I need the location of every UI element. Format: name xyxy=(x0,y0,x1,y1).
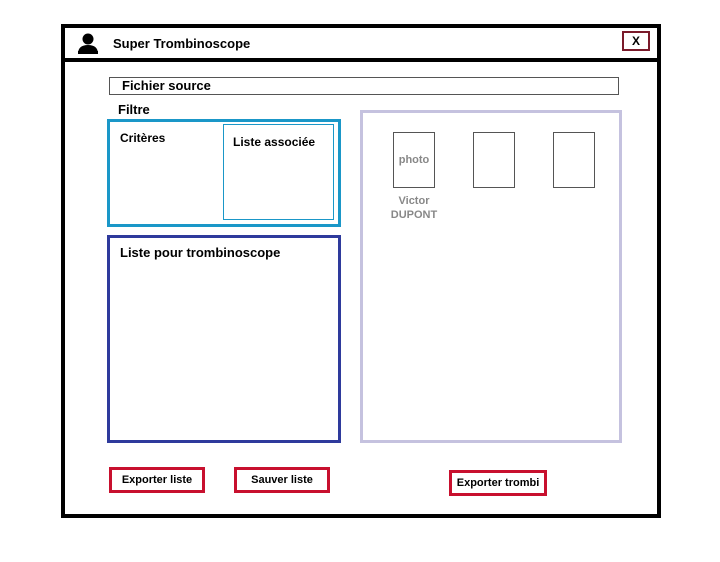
associated-list[interactable] xyxy=(223,124,334,220)
main-window xyxy=(61,24,661,518)
photo-caption xyxy=(379,194,449,222)
title-bar xyxy=(65,28,657,62)
export-trombi-button[interactable]: Exporter trombi xyxy=(449,470,547,496)
trombi-list-label: Liste pour trombinoscope xyxy=(120,245,281,260)
trombi-list-box[interactable] xyxy=(107,235,341,443)
criteria-label: Critères xyxy=(120,131,166,145)
photo-slot[interactable]: photo xyxy=(393,132,435,188)
filter-label: Filtre xyxy=(118,102,150,117)
photo-last-name: DUPONT xyxy=(390,209,438,221)
associated-list-label: Liste associée xyxy=(233,135,316,149)
save-list-button[interactable]: Sauver liste xyxy=(234,467,330,493)
export-list-button[interactable]: Exporter liste xyxy=(109,467,205,493)
user-icon xyxy=(77,32,99,54)
window-title: Super Trombinoscope xyxy=(113,36,251,51)
close-button[interactable]: X xyxy=(622,31,650,51)
photo-panel xyxy=(360,110,622,443)
criteria-box[interactable] xyxy=(107,119,341,227)
photo-slot[interactable] xyxy=(553,132,595,188)
source-file-field[interactable]: Fichier source xyxy=(109,77,619,95)
photo-first-name: Victor xyxy=(398,195,430,207)
photo-slot[interactable] xyxy=(473,132,515,188)
